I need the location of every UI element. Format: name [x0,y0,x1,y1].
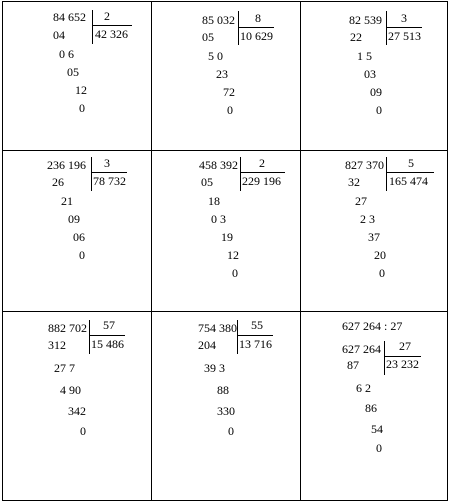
step: 342 [68,404,86,418]
step: 05 [201,175,213,189]
row-divider [3,311,447,312]
divisor: 55 [251,318,263,332]
dividend: 627 264 [342,342,381,356]
step: 27 [355,194,367,208]
step: 72 [223,85,235,99]
step: 18 [208,194,220,208]
quotient: 10 629 [240,29,273,43]
quotient-bar [238,27,274,28]
division-bracket [89,320,90,354]
step: 54 [371,422,383,436]
dividend: 882 702 [48,321,87,335]
divisor: 57 [103,318,115,332]
quotient: 27 513 [388,29,421,43]
column-divider [151,2,152,500]
divisor: 3 [401,11,407,25]
quotient: 13 716 [239,337,272,351]
step: 05 [202,30,214,44]
step: 12 [227,248,239,262]
step: 0 3 [211,212,226,226]
step: 21 [61,194,73,208]
quotient-bar [237,335,273,336]
step: 5 0 [208,49,223,63]
quotient-bar [92,25,132,26]
divisor: 2 [104,9,110,23]
step: 6 2 [356,381,371,395]
divisor: 27 [399,339,411,353]
divisor: 5 [408,156,414,170]
step: 0 [80,424,86,438]
quotient: 229 196 [242,174,281,188]
step: 330 [217,404,235,418]
quotient-bar [91,172,127,173]
step: 0 [227,103,233,117]
row-divider [3,150,447,151]
quotient: 15 486 [91,337,124,351]
step: 39 3 [204,361,225,375]
step: 09 [68,212,80,226]
quotient-bar [240,172,285,173]
dividend: 754 380 [198,321,237,335]
step: 27 7 [54,361,75,375]
step: 32 [348,175,360,189]
division-bracket [386,157,387,191]
dividend: 236 196 [47,158,86,172]
quotient: 23 232 [386,357,419,371]
division-heading: 627 264 : 27 [342,319,403,333]
step: 05 [67,65,79,79]
division-bracket [238,11,239,45]
division-table [2,1,448,501]
quotient: 42 326 [95,27,128,41]
step: 06 [73,230,85,244]
step: 12 [75,83,87,97]
division-bracket [240,157,241,191]
dividend: 827 370 [345,158,384,172]
step: 86 [365,401,377,415]
step: 37 [368,230,380,244]
step: 19 [221,230,233,244]
step: 88 [217,383,229,397]
divisor: 8 [255,11,261,25]
division-bracket [237,320,238,354]
step: 204 [198,338,216,352]
divisor: 2 [259,156,265,170]
dividend: 84 652 [53,10,86,24]
step: 23 [216,67,228,81]
step: 04 [53,28,65,42]
division-bracket [91,157,92,191]
step: 2 3 [360,212,375,226]
dividend: 82 539 [349,13,382,27]
step: 0 [376,103,382,117]
step: 0 [228,424,234,438]
step: 0 [79,248,85,262]
dividend: 458 392 [199,158,238,172]
step: 0 [376,441,382,455]
division-bracket [386,11,387,45]
step: 312 [48,338,66,352]
step: 26 [52,175,64,189]
step: 4 90 [60,383,81,397]
step: 03 [364,67,376,81]
column-divider [300,2,301,500]
step: 0 [232,266,238,280]
step: 0 [379,266,385,280]
step: 0 [79,101,85,115]
division-bracket [92,10,93,44]
division-bracket [384,341,385,375]
step: 0 6 [59,47,74,61]
dividend: 85 032 [202,13,235,27]
quotient: 165 474 [389,174,428,188]
step: 09 [370,85,382,99]
quotient-bar [386,27,422,28]
divisor: 3 [104,156,110,170]
step: 20 [374,248,386,262]
step: 87 [347,358,359,372]
quotient: 78 732 [93,174,126,188]
step: 1 5 [357,49,372,63]
step: 22 [350,30,362,44]
quotient-bar [89,335,125,336]
quotient-bar [386,172,434,173]
